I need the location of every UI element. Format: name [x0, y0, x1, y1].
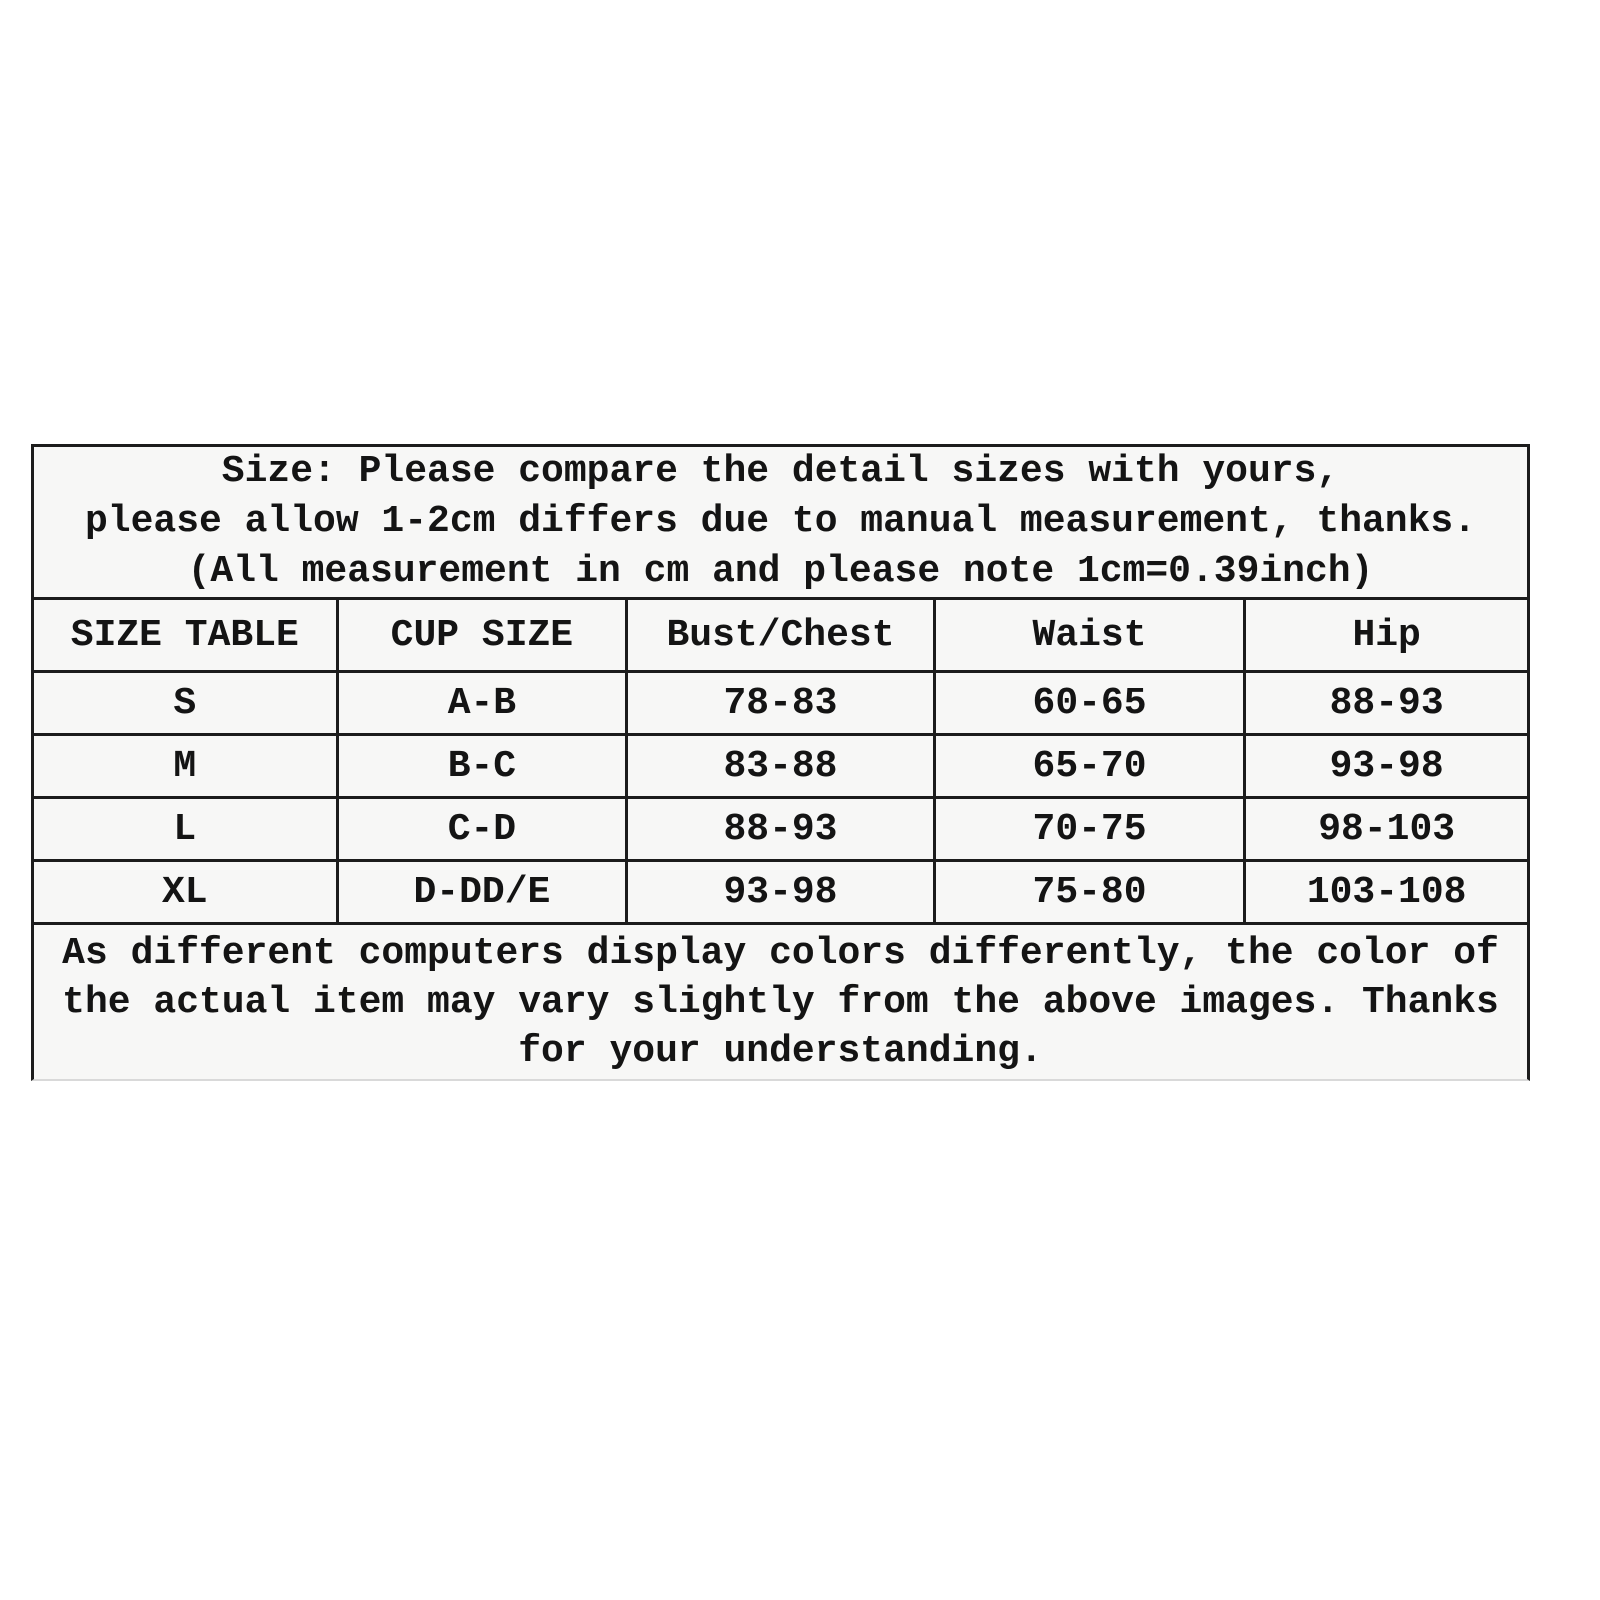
cell-bust: 78-83 — [625, 673, 933, 733]
cell-cup: D-DD/E — [336, 862, 626, 922]
cell-cup: B-C — [336, 736, 626, 796]
table-row-xl — [34, 859, 1527, 922]
cell-bust: 88-93 — [625, 799, 933, 859]
cell-waist: 60-65 — [933, 673, 1244, 733]
color-disclaimer-line-2: the actual item may vary slightly from the above images. Thanks — [62, 980, 1499, 1024]
cell-size: L — [173, 807, 197, 851]
size-instructions-line-3: (All measurement in cm and please note 1cm=0.39inch) — [187, 550, 1374, 593]
header-cell-cup-size: CUP SIZE — [336, 600, 626, 670]
color-disclaimer-line-1: As different computers display colors differently, the color of — [62, 931, 1499, 975]
header-cell-size-table: SIZE TABLE — [70, 613, 299, 657]
cell-hip: 88-93 — [1243, 673, 1527, 733]
cell-hip: 93-98 — [1243, 736, 1527, 796]
color-disclaimer-line-3: for your understanding. — [518, 1029, 1043, 1073]
size-table-header-row — [34, 600, 1527, 670]
cell-bust: 93-98 — [625, 862, 933, 922]
cell-waist: 75-80 — [933, 862, 1244, 922]
size-instructions-line-1: Size: Please compare the detail sizes with yours, — [221, 450, 1340, 493]
header-cell-waist: Waist — [933, 600, 1244, 670]
cell-cup: C-D — [336, 799, 626, 859]
cell-waist: 65-70 — [933, 736, 1244, 796]
table-row-s — [34, 670, 1527, 733]
cell-size: S — [173, 681, 197, 725]
cell-bust: 83-88 — [625, 736, 933, 796]
size-chart-panel — [31, 444, 1530, 1081]
cell-size: M — [173, 744, 197, 788]
header-cell-hip: Hip — [1243, 600, 1527, 670]
size-instructions — [34, 447, 1527, 600]
cell-cup: A-B — [336, 673, 626, 733]
header-cell-bust-chest: Bust/Chest — [625, 600, 933, 670]
table-row-l — [34, 796, 1527, 859]
color-disclaimer — [34, 922, 1527, 1079]
cell-waist: 70-75 — [933, 799, 1244, 859]
table-row-m — [34, 733, 1527, 796]
size-instructions-line-2: please allow 1-2cm differs due to manual measurement, thanks. — [84, 500, 1477, 543]
cell-hip: 103-108 — [1243, 862, 1527, 922]
cell-size: XL — [161, 870, 208, 914]
cell-hip: 98-103 — [1243, 799, 1527, 859]
